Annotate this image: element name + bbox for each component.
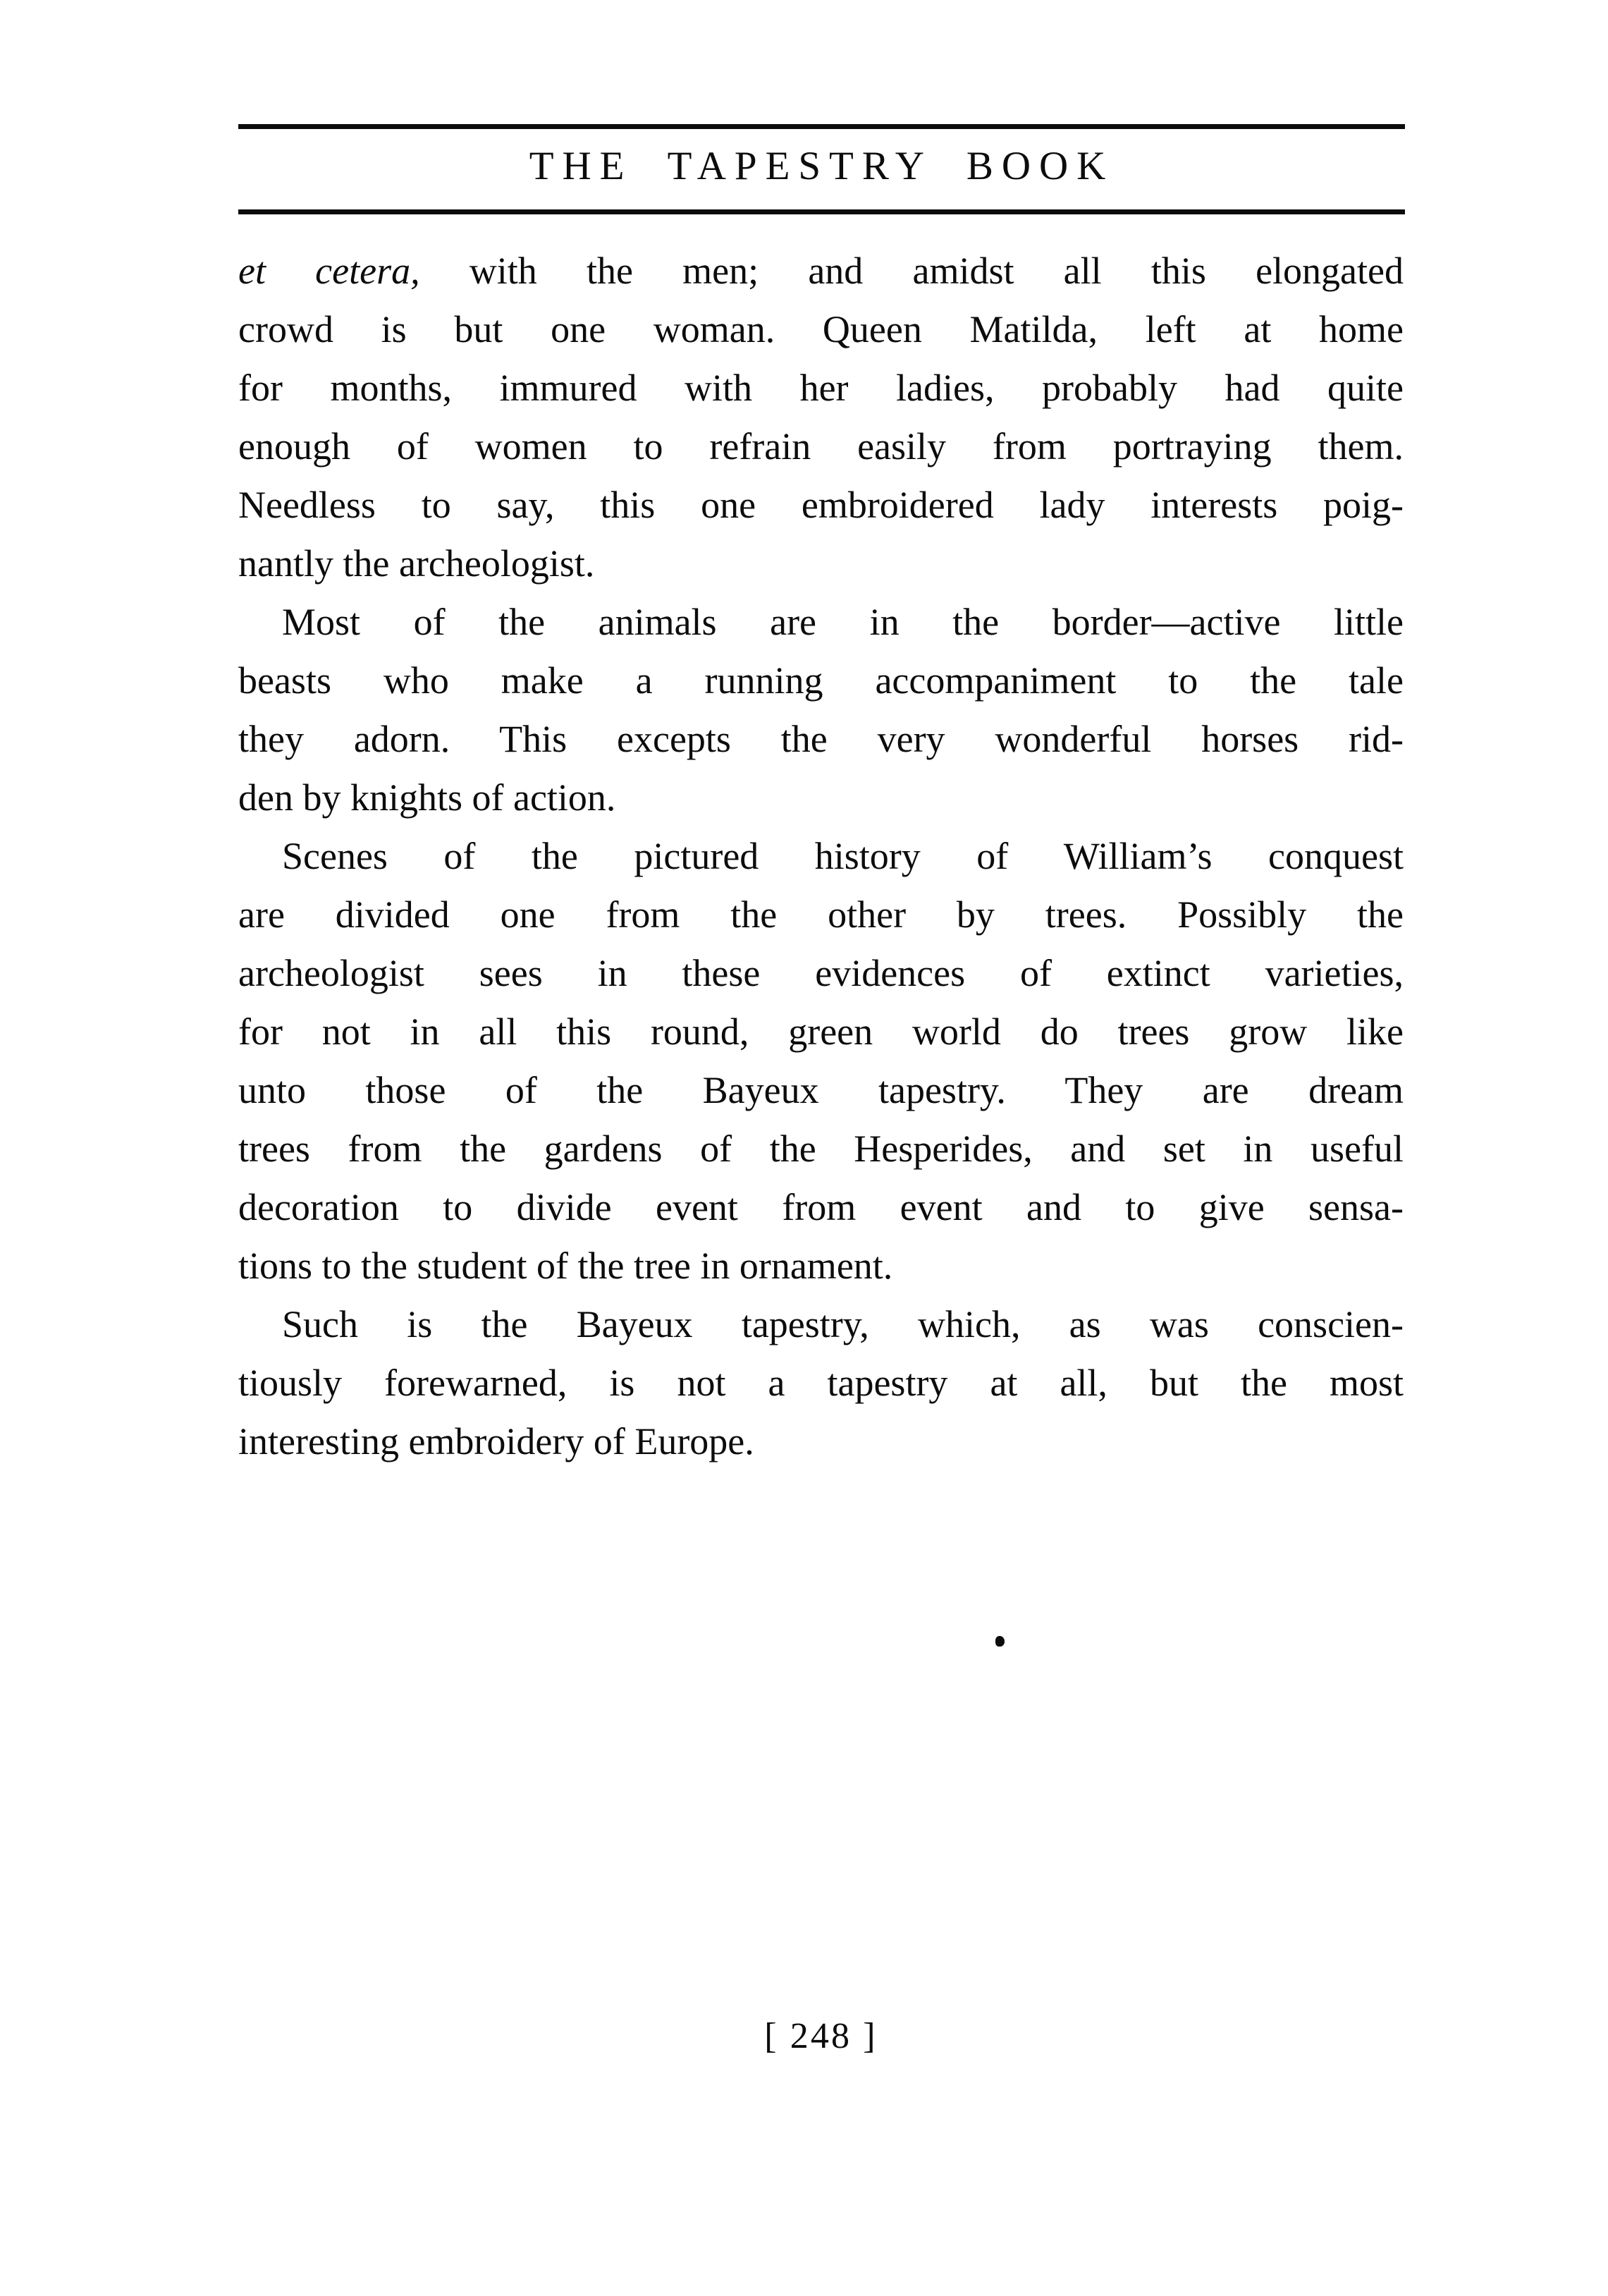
text-line: et cetera, with the men; and amidst all this elongated: [238, 250, 1404, 292]
text-line: crowd is but one woman. Queen Matilda, left at home: [238, 308, 1404, 350]
text-line: tiously forewarned, is not a tapestry at all, but the most: [238, 1362, 1404, 1404]
text-line: Scenes of the pictured history of William’s conquest: [282, 835, 1404, 877]
italic-phrase: et cetera,: [238, 250, 420, 292]
text-line: tions to the student of the tree in ornament.: [238, 1245, 893, 1287]
page-number: [ 248 ]: [764, 2016, 878, 2056]
page-title: THE TAPESTRY BOOK: [529, 144, 1115, 188]
paragraph: [238, 827, 1404, 1295]
text-line: they adorn. This excepts the very wonderful horses rid-: [238, 718, 1404, 760]
text-line: Most of the animals are in the border—active little: [282, 601, 1404, 643]
text-line: unto those of the Bayeux tapestry. They are dream: [238, 1069, 1404, 1111]
text-line: beasts who make a running accompaniment to the tale: [238, 659, 1404, 702]
paragraph: [238, 1295, 1404, 1471]
text-line: archeologist sees in these evidences of extinct varieties,: [238, 952, 1404, 994]
text-line: nantly the archeologist.: [238, 542, 595, 585]
text-line: interesting embroidery of Europe.: [238, 1420, 754, 1463]
text-line: Needless to say, this one embroidered lady interests poig-: [238, 484, 1404, 526]
body-text: [238, 242, 1404, 1471]
header-rule-top: [238, 124, 1405, 129]
text-line: decoration to divide event from event and to give sensa-: [238, 1186, 1404, 1228]
text-line: trees from the gardens of the Hesperides, and set in useful: [238, 1128, 1404, 1170]
header-rule-bottom: [238, 209, 1405, 214]
paragraph: [238, 593, 1404, 827]
text-line: enough of women to refrain easily from portraying them.: [238, 425, 1404, 468]
text-line: for months, immured with her ladies, probably had quite: [238, 367, 1404, 409]
text-line: Such is the Bayeux tapestry, which, as was conscien-: [282, 1303, 1404, 1345]
text-line: den by knights of action.: [238, 776, 616, 819]
text-line: are divided one from the other by trees. Possibly the: [238, 893, 1404, 936]
text-line: for not in all this round, green world do trees grow like: [238, 1010, 1404, 1053]
ink-speck: [995, 1636, 1005, 1647]
paragraph: [238, 242, 1404, 593]
